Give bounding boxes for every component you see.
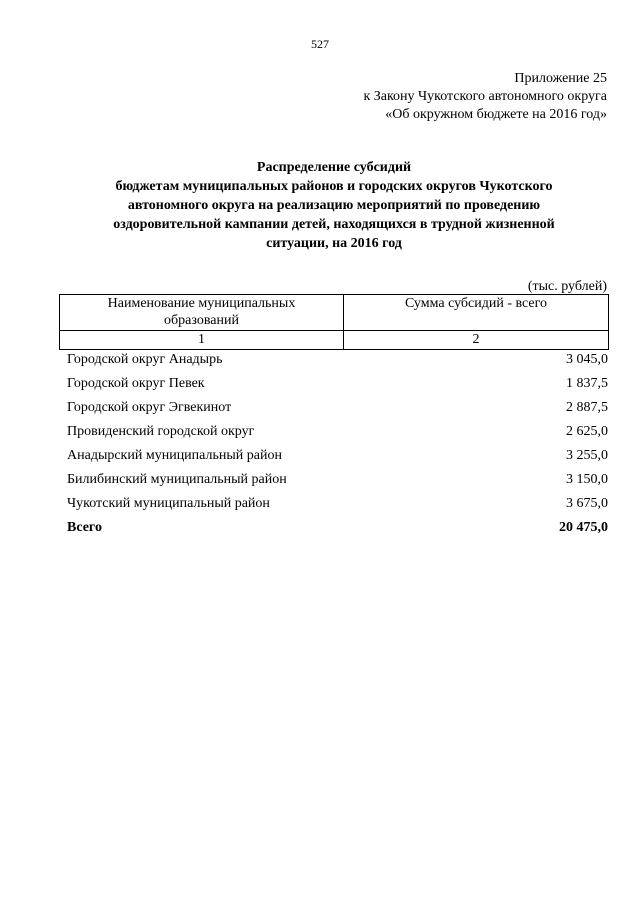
appendix-header xyxy=(363,70,607,124)
title-line: бюджетам муниципальных районов и городских округов Чукотского xyxy=(115,179,553,194)
appendix-line: к Закону Чукотского автономного округа xyxy=(363,89,607,104)
appendix-line: Приложение 25 xyxy=(514,71,607,86)
table-row xyxy=(67,423,608,447)
row-name: Анадырский муниципальный район xyxy=(67,448,282,463)
column-number: 2 xyxy=(344,331,609,350)
row-value: 3 255,0 xyxy=(566,448,608,463)
total-label: Всего xyxy=(67,520,102,535)
row-value: 1 837,5 xyxy=(566,376,608,391)
row-value: 3 150,0 xyxy=(566,472,608,487)
header-col-name-line: Наименование муниципальных xyxy=(107,296,296,311)
row-name: Городской округ Анадырь xyxy=(67,352,223,367)
title-line: автономного округа на реализацию мероприятий по проведению xyxy=(127,198,541,213)
row-name: Городской округ Певек xyxy=(67,376,205,391)
title-line: оздоровительной кампании детей, находящихся в трудной жизненной xyxy=(113,217,555,232)
row-value: 3 675,0 xyxy=(566,496,608,511)
units-label: (тыс. рублей) xyxy=(527,279,607,294)
table-header xyxy=(59,294,609,350)
document-title xyxy=(60,158,608,253)
total-value: 20 475,0 xyxy=(559,520,608,535)
column-number: 1 xyxy=(60,331,344,350)
appendix-line: «Об окружном бюджете на 2016 год» xyxy=(385,107,607,122)
row-name: Городской округ Эгвекинот xyxy=(67,400,232,415)
table-row xyxy=(67,495,608,519)
row-name: Провиденский городской округ xyxy=(67,424,255,439)
total-row xyxy=(67,519,608,543)
header-row xyxy=(60,295,609,331)
column-number-row xyxy=(60,331,609,350)
table-row xyxy=(67,399,608,423)
header-col-name xyxy=(60,295,344,331)
table-row xyxy=(67,447,608,471)
row-value: 2 625,0 xyxy=(566,424,608,439)
header-col-name-line: образований xyxy=(164,313,239,328)
row-name: Билибинский муниципальный район xyxy=(67,472,287,487)
title-line: ситуации, на 2016 год xyxy=(266,236,402,251)
page-number: 527 xyxy=(311,37,329,51)
table-row xyxy=(67,471,608,495)
row-name: Чукотский муниципальный район xyxy=(67,496,270,511)
title-line: Распределение субсидий xyxy=(256,160,412,175)
table-row xyxy=(67,351,608,375)
header-col-sum: Сумма субсидий - всего xyxy=(344,295,609,331)
table-row xyxy=(67,375,608,399)
row-value: 3 045,0 xyxy=(566,352,608,367)
table-body xyxy=(67,351,608,543)
row-value: 2 887,5 xyxy=(566,400,608,415)
